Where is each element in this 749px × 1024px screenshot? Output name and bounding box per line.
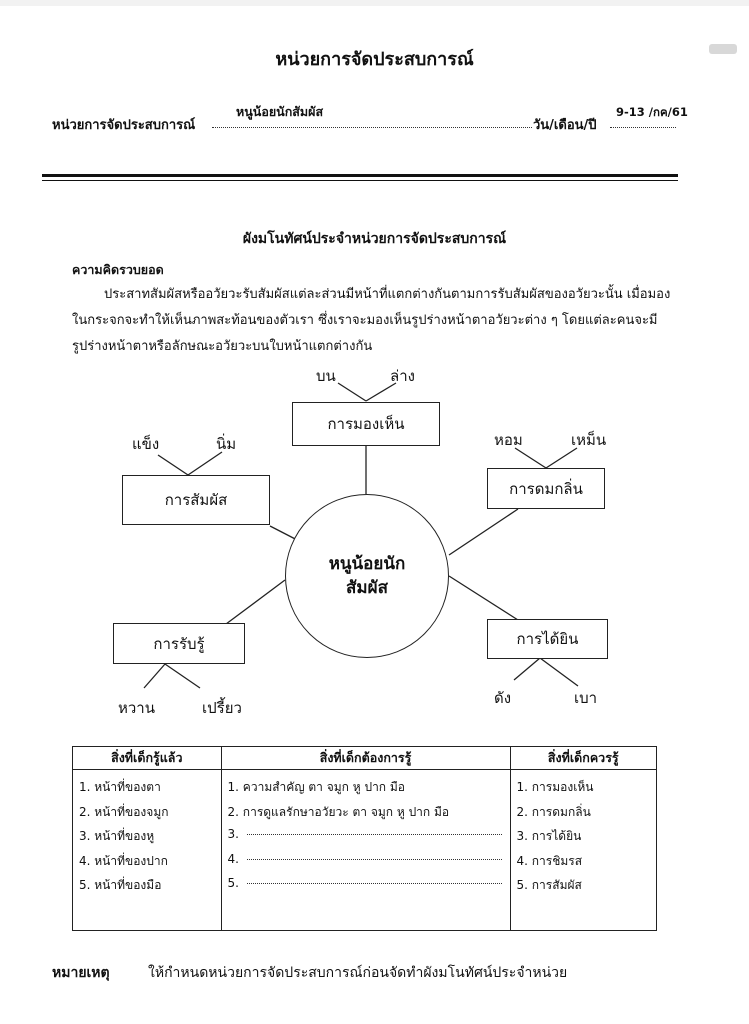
mindmap-subtitle: ผังมโนทัศน์ประจำหน่วยการจัดประสบการณ์ <box>242 231 507 247</box>
list-item: 3. การได้ยิน <box>516 829 582 843</box>
list-item: 4. การชิมรส <box>516 853 583 868</box>
node-taste-left: หวาน <box>118 699 155 717</box>
blank-line <box>247 883 502 884</box>
list-item: 4. หน้าที่ของปาก <box>79 853 168 868</box>
branch-hearing-right <box>540 658 578 686</box>
node-seeing-left: บน <box>316 367 336 385</box>
kwl-table <box>72 746 657 931</box>
mindmap-center <box>285 494 449 658</box>
node-touch: การสัมผัส <box>122 475 270 525</box>
table-body-row <box>73 770 657 931</box>
center-line-1: หนูน้อยนัก <box>328 554 406 574</box>
list-item: 2. หน้าที่ของจมูก <box>79 804 169 819</box>
concept-line-3: รูปร่างหน้าตาหรือลักษณะอวัยวะบนใบหน้าแตกต่างกัน <box>72 339 373 354</box>
note-text: ให้กำหนดหน่วยการจัดประสบการณ์ก่อนจัดทำผังมโนทัศน์ประจำหน่วย <box>148 965 568 981</box>
know-column <box>73 770 222 931</box>
list-item: 1. การมองเห็น <box>516 780 594 794</box>
blank-number: 5. <box>227 876 239 890</box>
unit-value: หนูน้อยนักสัมผัส <box>236 104 324 119</box>
node-touch-left: แข็ง <box>132 435 160 453</box>
node-hearing-right: เบา <box>574 689 598 707</box>
node-smell: การดมกลิ่น <box>487 468 605 509</box>
concept-line-1: ประสาทสัมผัสหรืออวัยวะรับสัมผัสแต่ละส่วนมีหน้าที่แตกต่างกันตามการรับสัมผัสของอวัยวะนั้น เมื่อมอง <box>104 287 671 302</box>
branch-touch-left <box>158 455 188 475</box>
connector-hearing <box>449 576 518 620</box>
note-label: หมายเหตุ <box>52 965 110 981</box>
branch-hearing-left <box>514 658 540 680</box>
branch-seeing-left <box>338 383 366 401</box>
blank-number: 4. <box>227 851 239 866</box>
list-item-blank <box>228 876 504 901</box>
table-header-row <box>73 747 657 770</box>
node-smell-left: หอม <box>494 431 523 449</box>
node-hearing: การได้ยิน <box>487 619 608 659</box>
blank-line <box>247 859 502 860</box>
list-item: 3. หน้าที่ของหู <box>79 829 155 843</box>
blank-number: 3. <box>227 827 239 841</box>
branch-taste-left <box>144 664 165 688</box>
concept-heading: ความคิดรวบยอด <box>72 262 164 277</box>
node-seeing-right: ล่าง <box>390 367 415 385</box>
page-title: หน่วยการจัดประสบการณ์ <box>275 49 474 70</box>
node-smell-right: เหม็น <box>571 431 607 449</box>
header-should: สิ่งที่เด็กควรรู้ <box>510 747 656 770</box>
list-item: 5. หน้าที่ของมือ <box>79 878 162 892</box>
list-item: 2. การดูแลรักษาอวัยวะ ตา จมูก หู ปาก มือ <box>227 804 450 819</box>
list-item: 1. ความสำคัญ ตา จมูก หู ปาก มือ <box>227 780 405 794</box>
list-item: 5. การสัมผัส <box>516 878 582 892</box>
node-taste-right: เปรี้ยว <box>202 699 242 717</box>
node-hearing-left: ดัง <box>494 689 512 707</box>
branch-taste-right <box>165 664 200 688</box>
unit-label: หน่วยการจัดประสบการณ์ <box>52 118 196 133</box>
center-line-2: สัมผัส <box>346 578 388 598</box>
list-item: 1. หน้าที่ของตา <box>79 780 161 794</box>
should-column <box>510 770 656 931</box>
connector-smell <box>449 509 518 555</box>
node-touch-right: นิ่ม <box>216 435 237 453</box>
blank-line <box>247 834 502 835</box>
date-value: 9-13 /กค/61 <box>616 105 688 119</box>
concept-line-2: ในกระจกจะทำให้เห็นภาพสะท้อนของตัวเรา ซึ่งเราจะมองเห็นรูปร่างหน้าตาอวัยวะต่าง ๆ โดยแต่ละคนจะมี <box>72 313 658 328</box>
list-item: 2. การดมกลิ่น <box>516 804 591 819</box>
node-seeing: การมองเห็น <box>292 402 440 446</box>
date-label: วัน/เดือน/ปี <box>533 118 597 133</box>
connector-taste <box>222 580 285 627</box>
header-want: สิ่งที่เด็กต้องการรู้ <box>221 747 510 770</box>
node-taste: การรับรู้ <box>113 623 245 664</box>
list-item-blank <box>228 852 504 877</box>
list-item-blank <box>228 827 504 852</box>
want-column <box>221 770 510 931</box>
header-know: สิ่งที่เด็กรู้แล้ว <box>73 747 222 770</box>
